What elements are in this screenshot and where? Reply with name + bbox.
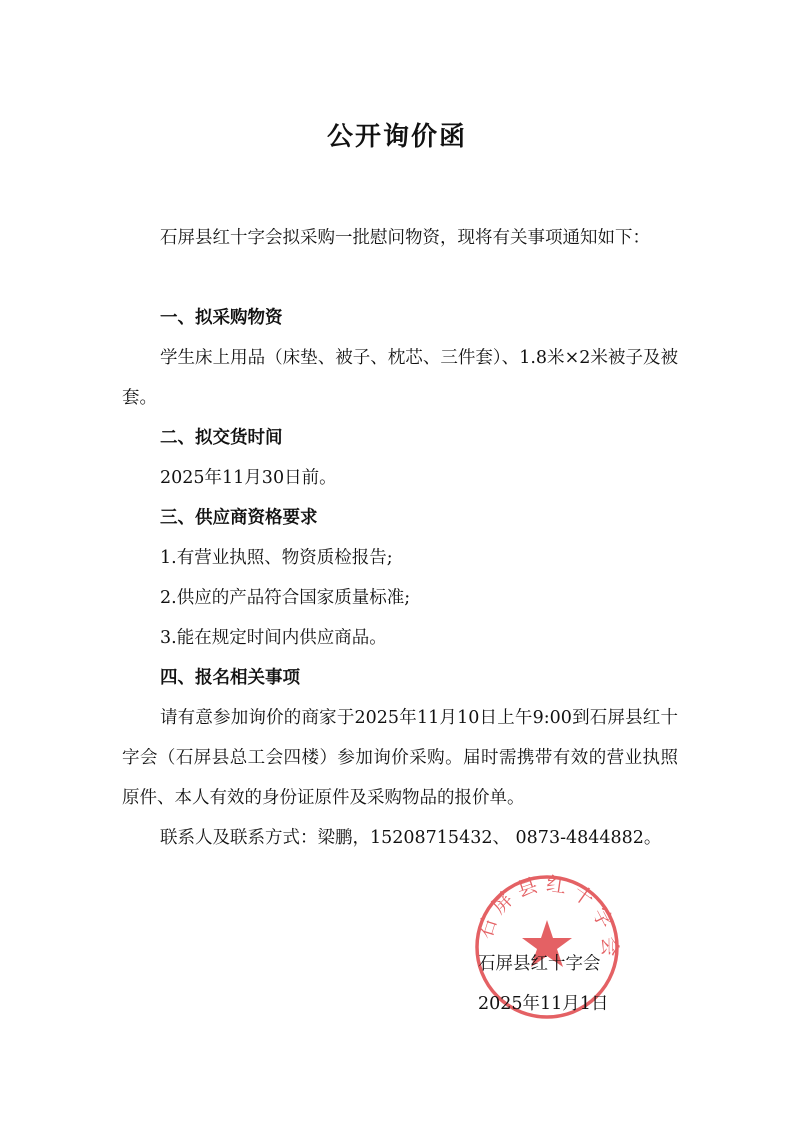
page-title: 公开询价函 (326, 122, 467, 152)
section-2-body: 2025年11月30日前。 (160, 468, 337, 488)
section-4-heading: 四、报名相关事项 (160, 668, 300, 688)
section-3-item-1: 1.有营业执照、物资质检报告; (160, 548, 393, 568)
seal-text-path: 石 屏 县 红 十 字 会 (472, 872, 622, 957)
section-1-heading: 一、拟采购物资 (160, 308, 283, 328)
section-3-item-2: 2.供应的产品符合国家质量标准; (160, 588, 411, 608)
section-3-heading: 三、供应商资格要求 (160, 508, 318, 528)
section-1-body: 学生床上用品（床垫、被子、枕芯、三件套）、1.8米×2米被子及被套。 (122, 348, 678, 408)
section-3-item-3: 3.能在规定时间内供应商品。 (160, 628, 387, 648)
section-4-body: 请有意参加询价的商家于2025年11月10日上午9:00到石屏县红十字会（石屏县总工会四楼）参加询价采购。届时需携带有效的营业执照原件、本人有效的身份证原件及采购物品的报价单。 (122, 708, 678, 808)
signature-date: 2025年11月1日 (478, 994, 609, 1014)
contact-line: 联系人及联系方式：梁鹏，15208715432、 0873-4844882。 (160, 828, 662, 848)
intro-paragraph: 石屏县红十字会拟采购一批慰问物资，现将有关事项通知如下： (160, 228, 650, 248)
section-2-heading: 二、拟交货时间 (160, 428, 283, 448)
signature-org: 石屏县红十字会 (478, 954, 601, 974)
